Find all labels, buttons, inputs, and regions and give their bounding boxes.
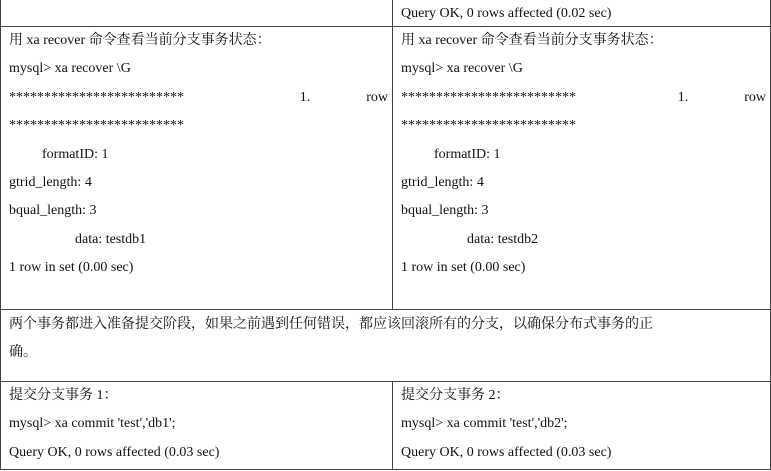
- commit-right-cell: [393, 382, 771, 470]
- bqual-length-line: bqual_length: 3: [401, 203, 489, 219]
- recover-left-cell: [1, 27, 393, 310]
- table-row: [1, 0, 771, 27]
- table-row: [1, 27, 771, 310]
- row-number: 1.: [677, 89, 689, 105]
- commit-result: Query OK, 0 rows affected (0.03 sec): [401, 444, 612, 460]
- note-line-2: 确。: [9, 345, 37, 361]
- top-right-cell: [393, 0, 771, 27]
- recover-command: mysql> xa recover \G: [401, 61, 523, 77]
- data-line: data: testdb1: [75, 231, 147, 247]
- stars-row-header: [9, 84, 392, 112]
- recover-intro: 用 xa recover 命令查看当前分支事务状态：: [401, 33, 663, 48]
- stars-row-header: [401, 84, 770, 112]
- stars-line: *************************: [401, 118, 576, 134]
- data-line: data: testdb2: [467, 231, 539, 247]
- stars-line: *************************: [9, 118, 184, 134]
- gtrid-length-line: gtrid_length: 4: [401, 174, 484, 190]
- commit-result: Query OK, 0 rows affected (0.03 sec): [9, 444, 220, 460]
- commit-command: mysql> xa commit 'test','db2';: [401, 416, 568, 432]
- note-cell: [1, 310, 771, 382]
- stars-prefix: *************************: [401, 89, 576, 105]
- table-row: [1, 382, 771, 470]
- bqual-length-line: bqual_length: 3: [9, 203, 97, 219]
- recover-intro: 用 xa recover 命令查看当前分支事务状态：: [9, 33, 271, 48]
- commit-command: mysql> xa commit 'test','db1';: [9, 416, 176, 432]
- format-id-line: formatID: 1: [434, 146, 501, 162]
- row-word: row: [366, 89, 388, 105]
- recover-command: mysql> xa recover \G: [9, 61, 131, 77]
- commit-title: 提交分支事务 1：: [9, 388, 118, 403]
- recover-right-cell: [393, 27, 771, 310]
- commit-left-cell: [1, 382, 393, 470]
- stars-prefix: *************************: [9, 89, 184, 105]
- top-left-cell: [1, 0, 393, 27]
- table-row: [1, 310, 771, 382]
- row-word: row: [744, 89, 766, 105]
- format-id-line: formatID: 1: [42, 146, 109, 162]
- query-result-line: Query OK, 0 rows affected (0.02 sec): [401, 6, 612, 21]
- row-number: 1.: [299, 89, 311, 105]
- commit-title: 提交分支事务 2：: [401, 388, 510, 403]
- gtrid-length-line: gtrid_length: 4: [9, 174, 92, 190]
- note-line-1: 两个事务都进入准备提交阶段，如果之前遇到任何错误，都应该回滚所有的分支，以确保分布式事务的正: [9, 317, 653, 332]
- result-line: 1 row in set (0.00 sec): [9, 260, 134, 276]
- result-line: 1 row in set (0.00 sec): [401, 260, 526, 276]
